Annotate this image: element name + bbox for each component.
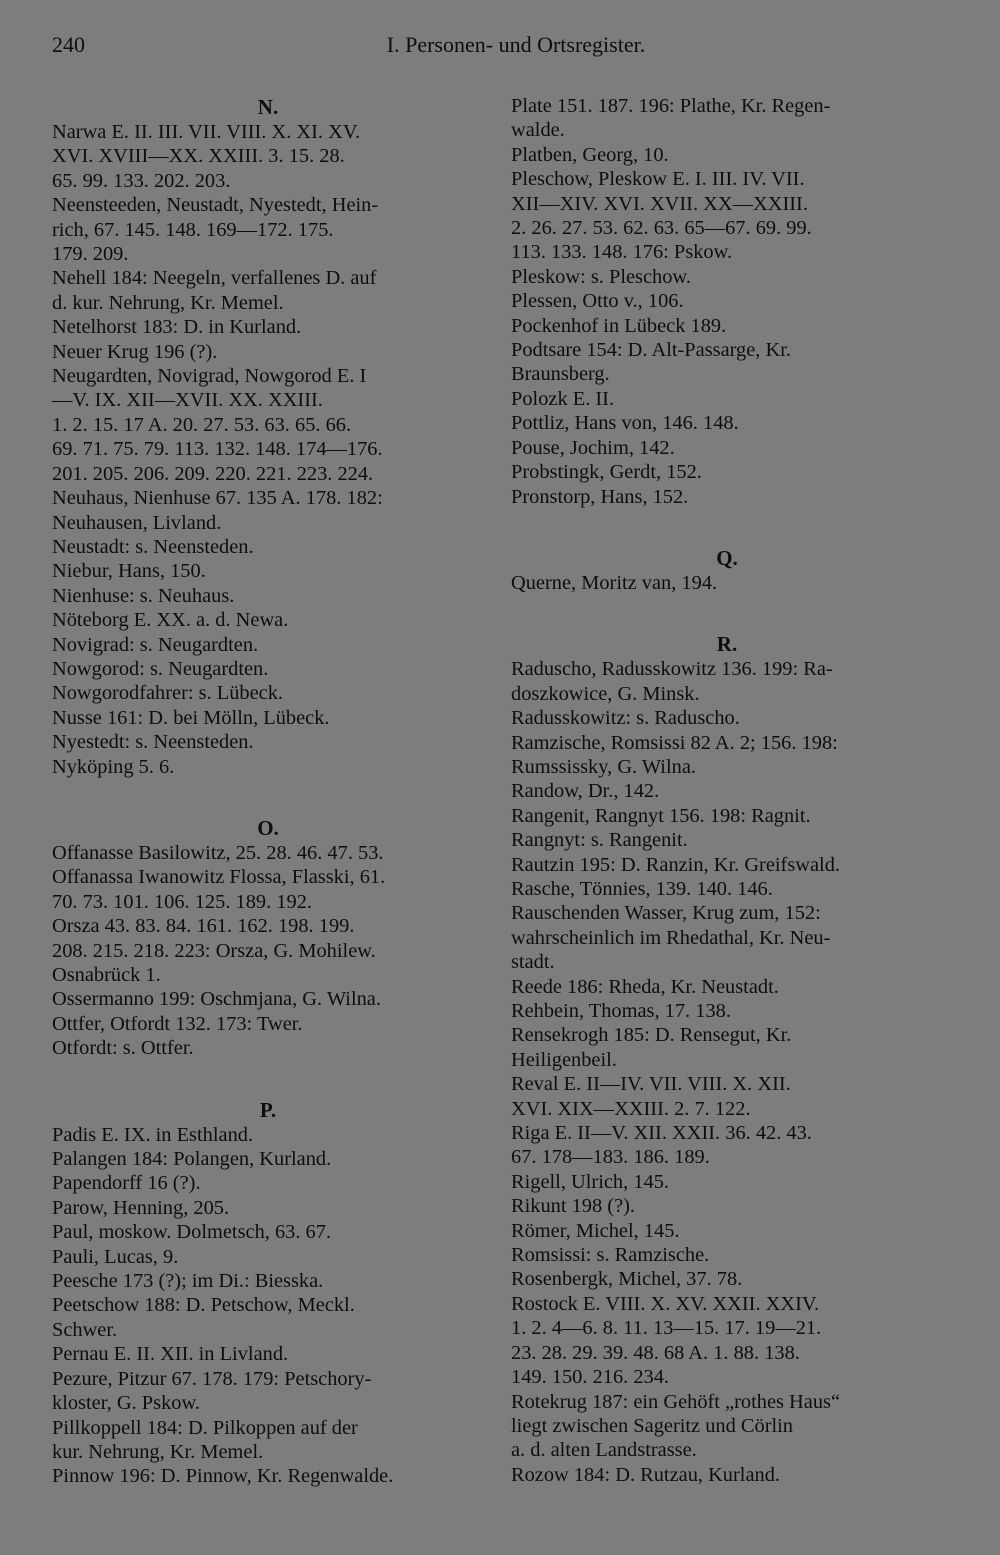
index-entry-line: Randow, Dr., 142. — [511, 780, 660, 803]
index-entry-line: Rangnyt: s. Rangenit. — [511, 829, 688, 852]
running-title: I. Personen- und Ortsregister. — [386, 32, 646, 57]
page-header — [52, 32, 940, 62]
index-entry-line: 67. 178—183. 186. 189. — [511, 1146, 710, 1169]
index-entry-line: Probstingk, Gerdt, 152. — [511, 461, 702, 484]
index-entry-line: Ottfer, Otfordt 132. 173: Twer. — [52, 1012, 303, 1035]
index-entry-line: Neuhausen, Livland. — [52, 511, 222, 534]
index-entry-line: Römer, Michel, 145. — [511, 1219, 680, 1242]
index-entry-line: XVI. XIX—XXIII. 2. 7. 122. — [511, 1097, 751, 1120]
index-entry-line: Rauschenden Wasser, Krug zum, 152: — [511, 902, 821, 925]
index-entry-line: Palangen 184: Polangen, Kurland. — [52, 1148, 332, 1171]
right-column — [511, 94, 943, 1487]
index-entry-line: 70. 73. 101. 106. 125. 189. 192. — [52, 890, 312, 913]
index-entry-line: Riga E. II—V. XII. XXII. 36. 42. 43. — [511, 1122, 812, 1145]
index-entry-line: Pezure, Pitzur 67. 178. 179: Petschory- — [52, 1367, 372, 1390]
index-entry-line: Nyestedt: s. Neensteden. — [52, 731, 254, 754]
index-entry-line: 65. 99. 133. 202. 203. — [52, 169, 231, 192]
index-entry-line: Platben, Georg, 10. — [511, 143, 669, 166]
index-entry-line: Rensekrogh 185: D. Rensegut, Kr. — [511, 1024, 792, 1047]
index-entry-line: Pillkoppell 184: D. Pilkoppen auf der — [52, 1416, 358, 1439]
section-gap — [52, 1061, 484, 1097]
index-entry-line: rich, 67. 145. 148. 169—172. 175. — [52, 218, 334, 241]
index-entry-line: 149. 150. 216. 234. — [511, 1366, 670, 1389]
index-entry-line: 201. 205. 206. 209. 220. 221. 223. 224. — [52, 462, 374, 485]
index-entry-line: Otfordt: s. Ottfer. — [52, 1037, 194, 1060]
index-entry-line: Rikunt 198 (?). — [511, 1195, 636, 1218]
index-entry-line: XII—XIV. XVI. XVII. XX—XXIII. — [511, 192, 808, 215]
index-entry-line: Neuhaus, Nienhuse 67. 135 A. 178. 182: — [52, 487, 383, 510]
page-number: 240 — [52, 32, 85, 57]
section-gap — [52, 779, 484, 815]
index-entry-line: Querne, Moritz van, 194. — [511, 571, 718, 594]
index-entry-line: Rasche, Tönnies, 139. 140. 146. — [511, 877, 773, 900]
index-entry-line: Neugardten, Novigrad, Nowgorod E. I — [52, 365, 367, 388]
index-entry-line: Osnabrück 1. — [52, 964, 161, 986]
index-entry-line: Raduscho, Radusskowitz 136. 199: Ra- — [511, 658, 833, 681]
index-entry-line: Nowgorod: s. Neugardten. — [52, 657, 269, 680]
index-entry-line: doszkowice, G. Minsk. — [511, 682, 700, 705]
index-entry-line: Rozow 184: D. Rutzau, Kurland. — [511, 1463, 781, 1486]
index-entry-line: Romsissi: s. Ramzische. — [511, 1244, 710, 1267]
index-entry-line: Narwa E. II. III. VII. VIII. X. XI. XV. — [52, 121, 361, 143]
index-entry-line: 69. 71. 75. 79. 113. 132. 148. 174—176. — [52, 438, 383, 461]
index-entry-line: Rangenit, Rangnyt 156. 198: Ragnit. — [511, 804, 811, 827]
index-entry-line: 208. 215. 218. 223: Orsza, G. Mohilew. — [52, 939, 376, 962]
index-entry-line: liegt zwischen Sageritz und Cörlin — [511, 1414, 794, 1437]
index-entry-line: stadt. — [511, 951, 555, 974]
left-column — [52, 94, 484, 1489]
index-entry-line: Reval E. II—IV. VII. VIII. X. XII. — [511, 1073, 791, 1096]
index-entry-line: Pottliz, Hans von, 146. 148. — [511, 412, 739, 435]
index-entry-line: Parow, Henning, 205. — [52, 1196, 230, 1219]
index-entry-line: Neensteeden, Neustadt, Nyestedt, Hein- — [52, 194, 379, 217]
index-entry-line: Padis E. IX. in Esthland. — [52, 1123, 254, 1146]
index-entry-line: Rautzin 195: D. Ranzin, Kr. Greifswald. — [511, 853, 841, 876]
index-entry-line: Nöteborg E. XX. a. d. Newa. — [52, 609, 289, 632]
section-gap — [511, 509, 943, 545]
section-gap — [511, 595, 943, 631]
index-entry-line: 2. 26. 27. 53. 62. 63. 65—67. 69. 99. — [511, 217, 812, 240]
index-entry-line: Netelhorst 183: D. in Kurland. — [52, 316, 302, 339]
index-entry-line: wahrscheinlich im Rhedathal, Kr. Neu- — [511, 926, 831, 949]
section-letter: P. — [259, 1097, 277, 1122]
index-entry-line: 23. 28. 29. 39. 48. 68 A. 1. 88. 138. — [511, 1341, 800, 1364]
index-entry-line: Pinnow 196: D. Pinnow, Kr. Regenwalde. — [52, 1465, 394, 1488]
index-entry-line: Schwer. — [52, 1318, 118, 1341]
index-entry-line: Neustadt: s. Neensteden. — [52, 535, 254, 558]
index-entry-line: a. d. alten Landstrasse. — [511, 1439, 697, 1462]
index-entry-line: Niebur, Hans, 150. — [52, 560, 206, 583]
index-entry-line: Pleskow: s. Pleschow. — [511, 265, 691, 288]
index-entry-line: kloster, G. Pskow. — [52, 1392, 200, 1415]
index-entry-line: Neuer Krug 196 (?). — [52, 340, 218, 363]
index-entry-line: Rumssissky, G. Wilna. — [511, 755, 696, 778]
index-entry-line: Pernau E. II. XII. in Livland. — [52, 1343, 289, 1366]
index-entry-line: Reede 186: Rheda, Kr. Neustadt. — [511, 975, 779, 998]
section-letter: Q. — [716, 545, 738, 570]
index-entry-line: Offanassa Iwanowitz Flossa, Flasski, 61. — [52, 866, 386, 889]
index-entry-line: Rostock E. VIII. X. XV. XXII. XXIV. — [511, 1292, 820, 1315]
index-entry-line: Novigrad: s. Neugardten. — [52, 633, 259, 656]
index-entry-line: Ossermanno 199: Oschmjana, G. Wilna. — [52, 988, 381, 1011]
index-entry-line: 113. 133. 148. 176: Pskow. — [511, 241, 733, 264]
index-entry-line: Heiligenbeil. — [511, 1048, 617, 1071]
index-entry-line: Plessen, Otto v., 106. — [511, 290, 684, 313]
section-letter: N. — [257, 95, 279, 119]
index-entry-line: Pouse, Jochim, 142. — [511, 436, 675, 459]
section-letter: O. — [257, 815, 279, 840]
index-entry-line: Ramzische, Romsissi 82 A. 2; 156. 198: — [511, 731, 838, 754]
index-entry-line: kur. Nehrung, Kr. Memel. — [52, 1440, 264, 1463]
index-entry-line: Peetschow 188: D. Petschow, Meckl. — [52, 1294, 355, 1317]
index-entry-line: Paul, moskow. Dolmetsch, 63. 67. — [52, 1221, 332, 1244]
index-entry-line: Rotekrug 187: ein Gehöft „rothes Haus“ — [511, 1390, 840, 1413]
index-entry-line: Papendorff 16 (?). — [52, 1172, 201, 1195]
index-entry-line: Nyköping 5. 6. — [52, 755, 175, 778]
index-entry-line: walde. — [511, 119, 565, 142]
index-entry-line: Offanasse Basilowitz, 25. 28. 46. 47. 53. — [52, 841, 384, 864]
index-entry-line: Rosenbergk, Michel, 37. 78. — [511, 1268, 743, 1291]
index-entry-line: Pockenhof in Lübeck 189. — [511, 314, 727, 337]
index-entry-line: 1. 2. 4—6. 8. 11. 13—15. 17. 19—21. — [511, 1317, 822, 1340]
index-entry-line: —V. IX. XII—XVII. XX. XXIII. — [52, 389, 323, 412]
index-entry-line: Nusse 161: D. bei Mölln, Lübeck. — [52, 706, 330, 729]
index-entry-line: Polozk E. II. — [511, 387, 615, 410]
index-entry-line: 1. 2. 15. 17 A. 20. 27. 53. 63. 65. 66. — [52, 413, 352, 436]
index-entry-line: Nienhuse: s. Neuhaus. — [52, 584, 235, 607]
index-entry-line: d. kur. Nehrung, Kr. Memel. — [52, 291, 284, 314]
section-letter: R. — [716, 632, 738, 657]
index-entry-line: Pronstorp, Hans, 152. — [511, 485, 689, 508]
index-entry-line: Radusskowitz: s. Raduscho. — [511, 707, 740, 730]
index-entry-line: Rehbein, Thomas, 17. 138. — [511, 1000, 731, 1022]
index-entry-line: XVI. XVIII—XX. XXIII. 3. 15. 28. — [52, 145, 345, 168]
index-entry-line: Podtsare 154: D. Alt-Passarge, Kr. — [511, 339, 791, 362]
index-entry-line: Pauli, Lucas, 9. — [52, 1245, 179, 1268]
index-entry-line: Rigell, Ulrich, 145. — [511, 1170, 670, 1193]
index-entry-line: Pleschow, Pleskow E. I. III. IV. VII. — [511, 168, 805, 191]
index-entry-line: Nowgorodfahrer: s. Lübeck. — [52, 682, 284, 705]
index-entry-line: Plate 151. 187. 196: Plathe, Kr. Regen- — [511, 95, 831, 117]
index-entry-line: Orsza 43. 83. 84. 161. 162. 198. 199. — [52, 915, 355, 938]
index-entry-line: Nehell 184: Neegeln, verfallenes D. auf — [52, 267, 377, 290]
index-entry-line: 179. 209. — [52, 243, 129, 266]
index-entry-line: Peesche 173 (?); im Di.: Biesska. — [52, 1270, 324, 1293]
index-entry-line: Braunsberg. — [511, 363, 610, 386]
